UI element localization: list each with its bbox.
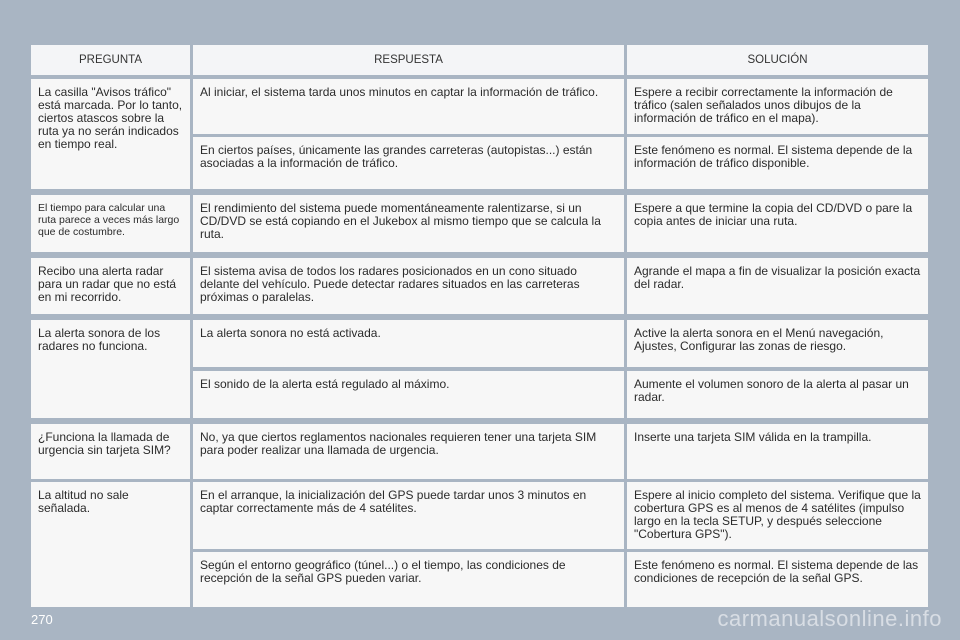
question-cell: Recibo una alerta radar para un radar que no está en mi recorrido. — [31, 258, 190, 314]
watermark: carmanualsonline.info — [717, 606, 942, 631]
solution-cell: Este fenómeno es normal. El sistema depende de las condiciones de recepción de la señal GPS. — [627, 552, 928, 607]
question-cell: La alerta sonora de los radares no funciona. — [31, 320, 190, 418]
header-solucion: SOLUCIÓN — [627, 45, 928, 75]
answer-cell: En el arranque, la inicialización del GPS puede tardar unos 3 minutos en captar correctamente más de 4 satélites. — [193, 482, 624, 549]
question-cell: La casilla "Avisos tráfico" está marcada. Por lo tanto, ciertos atascos sobre la ruta ya no serán indicados en tiempo real. — [31, 79, 190, 189]
solution-cell: Aumente el volumen sonoro de la alerta al pasar un radar. — [627, 371, 928, 418]
solution-cell: Espere a recibir correctamente la información de tráfico (salen señalados unos dibujos de la información de tráfico en el mapa). — [627, 79, 928, 134]
solution-cell: Agrande el mapa a fin de visualizar la posición exacta del radar. — [627, 258, 928, 314]
solution-cell: Active la alerta sonora en el Menú navegación, Ajustes, Configurar las zonas de riesgo. — [627, 320, 928, 367]
answer-cell: El rendimiento del sistema puede momentáneamente ralentizarse, si un CD/DVD se está copiando en el Jukebox al mismo tiempo que se calcula la ruta. — [193, 195, 624, 252]
answer-cell: El sistema avisa de todos los radares posicionados en un cono situado delante del vehículo. Puede detectar radares situados en las carreteras próximas o paralelas. — [193, 258, 624, 314]
answer-cell: En ciertos países, únicamente las grandes carreteras (autopistas...) están asociadas a la información de tráfico. — [193, 137, 624, 189]
header-pregunta: PREGUNTA — [31, 45, 190, 75]
page-number: 270 — [31, 612, 53, 627]
question-cell: La altitud no sale señalada. — [31, 482, 190, 607]
solution-cell: Espere al inicio completo del sistema. Verifique que la cobertura GPS es al menos de 4 satélites (impulso largo en la tecla SETUP, y después seleccione "Cobertura GPS"). — [627, 482, 928, 549]
question-cell: ¿Funciona la llamada de urgencia sin tarjeta SIM? — [31, 424, 190, 479]
solution-cell: Inserte una tarjeta SIM válida en la trampilla. — [627, 424, 928, 479]
solution-cell: Este fenómeno es normal. El sistema depende de la información de tráfico disponible. — [627, 137, 928, 189]
answer-cell: Según el entorno geográfico (túnel...) o el tiempo, las condiciones de recepción de la señal GPS pueden variar. — [193, 552, 624, 607]
answer-cell: No, ya que ciertos reglamentos nacionales requieren tener una tarjeta SIM para poder realizar una llamada de urgencia. — [193, 424, 624, 479]
header-respuesta: RESPUESTA — [193, 45, 624, 75]
solution-cell: Espere a que termine la copia del CD/DVD o pare la copia antes de iniciar una ruta. — [627, 195, 928, 252]
answer-cell: El sonido de la alerta está regulado al máximo. — [193, 371, 624, 418]
answer-cell: Al iniciar, el sistema tarda unos minutos en captar la información de tráfico. — [193, 79, 624, 134]
question-cell: El tiempo para calcular una ruta parece a veces más largo que de costumbre. — [31, 195, 190, 252]
answer-cell: La alerta sonora no está activada. — [193, 320, 624, 367]
